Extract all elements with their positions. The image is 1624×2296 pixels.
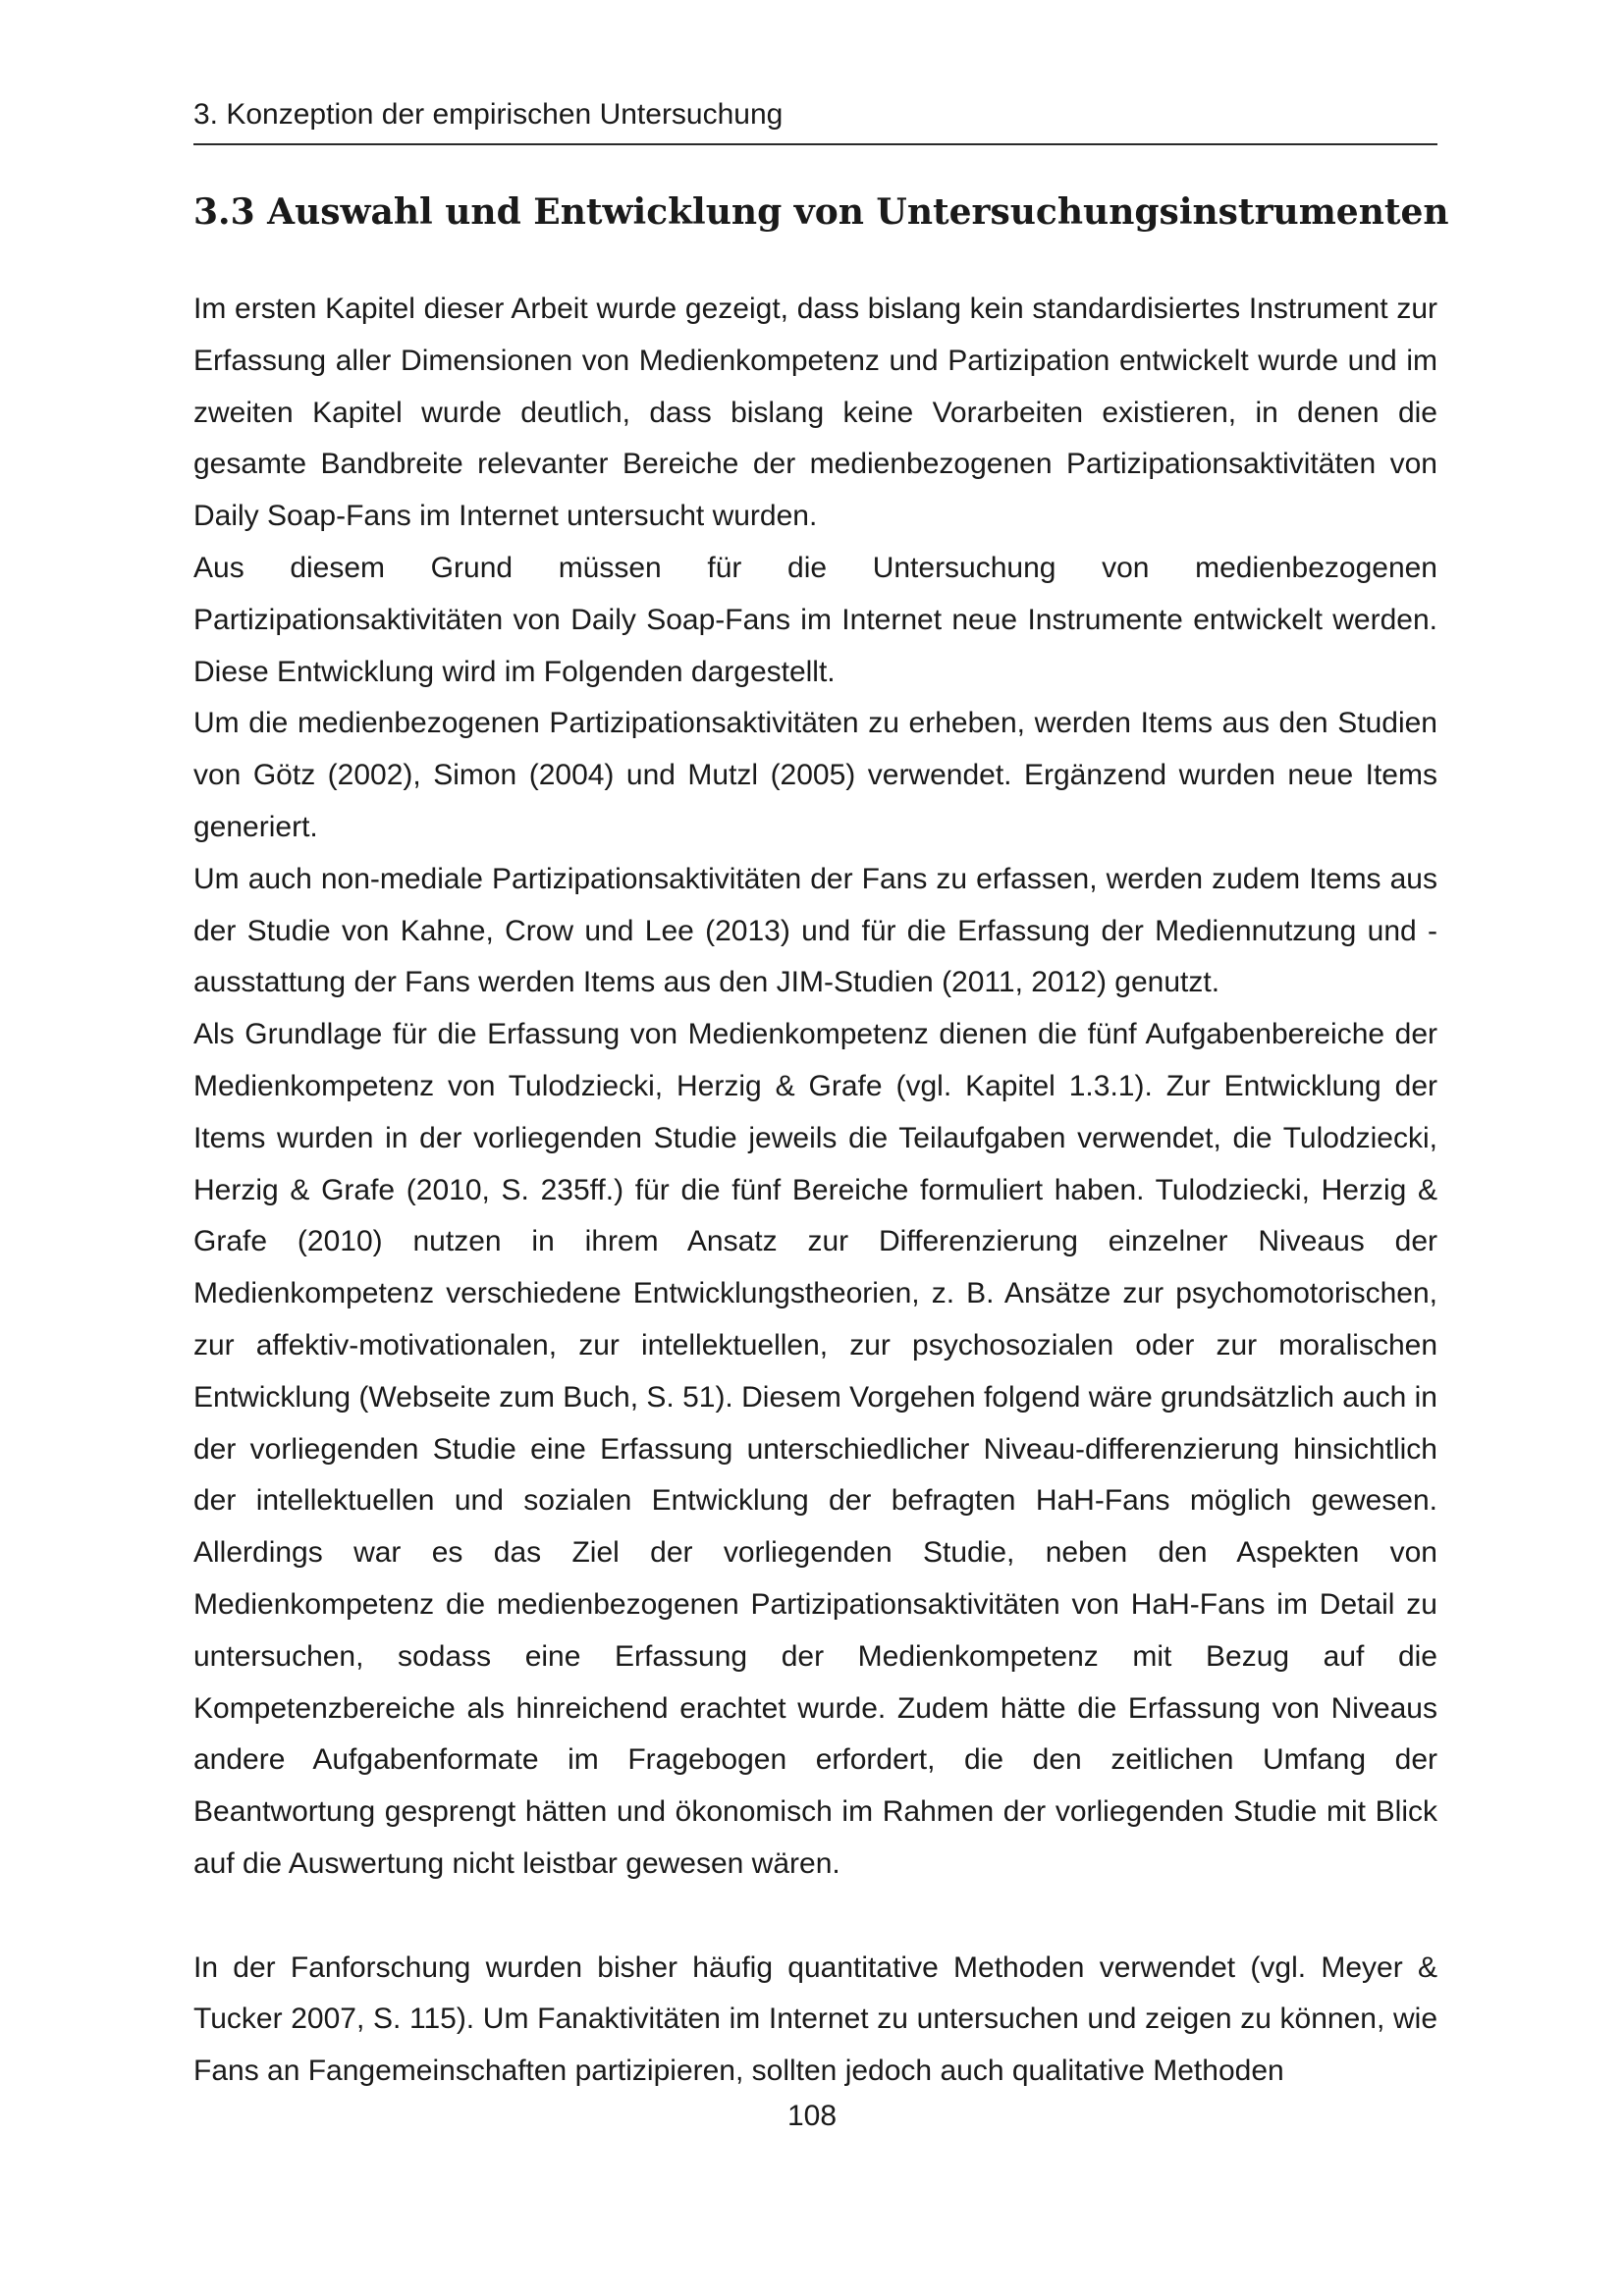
page-number: 108 <box>786 2100 838 2132</box>
paragraph: In der Fanforschung wurden bisher häufig quantitative Methoden verwendet (vgl. Meyer & Tucker 2007, S. 115). Um Fanaktivitäten im Internet zu untersuchen und zeigen zu können, wie Fans an Fangemeinschaften partizipieren, sollten jedoch auch qualitative Methoden <box>193 1950 1437 2088</box>
section-heading: 3.3 Auswahl und Entwicklung von Untersuchungsinstrumenten <box>193 191 1449 233</box>
paragraph: Als Grundlage für die Erfassung von Medienkompetenz dienen die fünf Aufgabenbereiche der Medienkompetenz von Tulodziecki, Herzig & Grafe (vgl. Kapitel 1.3.1). Zur Entwicklung der Items wurden in der vorliegenden Studie jeweils die Teilaufgaben verwendet, die Tulodziecki, Herzig & Grafe (2010, S. 235ff.) für die fünf Bereiche formuliert haben. Tulodziecki, Herzig & Grafe (2010) nutzen in ihrem Ansatz zur Differenzierung einzelner Niveaus der Medienkompetenz verschiedene Entwicklungstheorien, z. B. Ansätze zur psychomotorischen, zur affektiv-motivationalen, zur intellektuellen, zur psychosozialen oder zur moralischen Entwicklung (Webseite zum Buch, S. 51). Diesem Vorgehen folgend wäre grundsätzlich auch in der vorliegenden Studie eine Erfassung unterschiedlicher Niveau-differenzierung hinsichtlich der intellektuellen und sozialen Entwicklung der befragten HaH-Fans möglich gewesen. Allerdings war es das Ziel der vorliegenden Studie, neben den Aspekten von Medienkompetenz die medienbezogenen Partizipationsaktivitäten von HaH-Fans im Detail zu untersuchen, sodass eine Erfassung der Medienkompetenz mit Bezug auf die Kompetenzbereiche als hinreichend erachtet wurde. Zudem hätte die Erfassung von Niveaus andere Aufgabenformate im Fragebogen erfordert, die den zeitlichen Umfang der Beantwortung gesprengt hätten und ökonomisch im Rahmen der vorliegenden Studie mit Blick auf die Auswertung nicht leistbar gewesen wären. <box>193 1018 1437 1880</box>
paragraph: Um die medienbezogenen Partizipationsaktivitäten zu erheben, werden Items aus den Studien von Götz (2002), Simon (2004) und Mutzl (2005) verwendet. Ergänzend wurden neue Items generiert. <box>193 707 1437 843</box>
body-text <box>193 284 1437 2098</box>
paragraph: Im ersten Kapitel dieser Arbeit wurde gezeigt, dass bislang kein standardisiertes Instrument zur Erfassung aller Dimensionen von Medienkompetenz und Partizipation entwickelt wurde und im zweiten Kapitel wurde deutlich, dass bislang keine Vorarbeiten existieren, in denen die gesamte Bandbreite relevanter Bereiche der medienbezogenen Partizipationsaktivitäten von Daily Soap-Fans im Internet untersucht wurden. <box>193 293 1437 533</box>
running-header-title: 3. Konzeption der empirischen Untersuchung <box>193 98 784 131</box>
paragraph: Aus diesem Grund müssen für die Untersuchung von medienbezogenen Partizipationsaktivitäten von Daily Soap-Fans im Internet neue Instrumente entwickelt werden. Diese Entwicklung wird im Folgenden dargestellt. <box>193 551 1437 688</box>
page-header <box>193 94 1437 145</box>
paragraph: Um auch non-mediale Partizipationsaktivitäten der Fans zu erfassen, werden zudem Items aus der Studie von Kahne, Crow und Lee (2013) und für die Erfassung der Mediennutzung und -ausstattung der Fans werden Items aus den JIM-Studien (2011, 2012) genutzt. <box>193 862 1437 999</box>
